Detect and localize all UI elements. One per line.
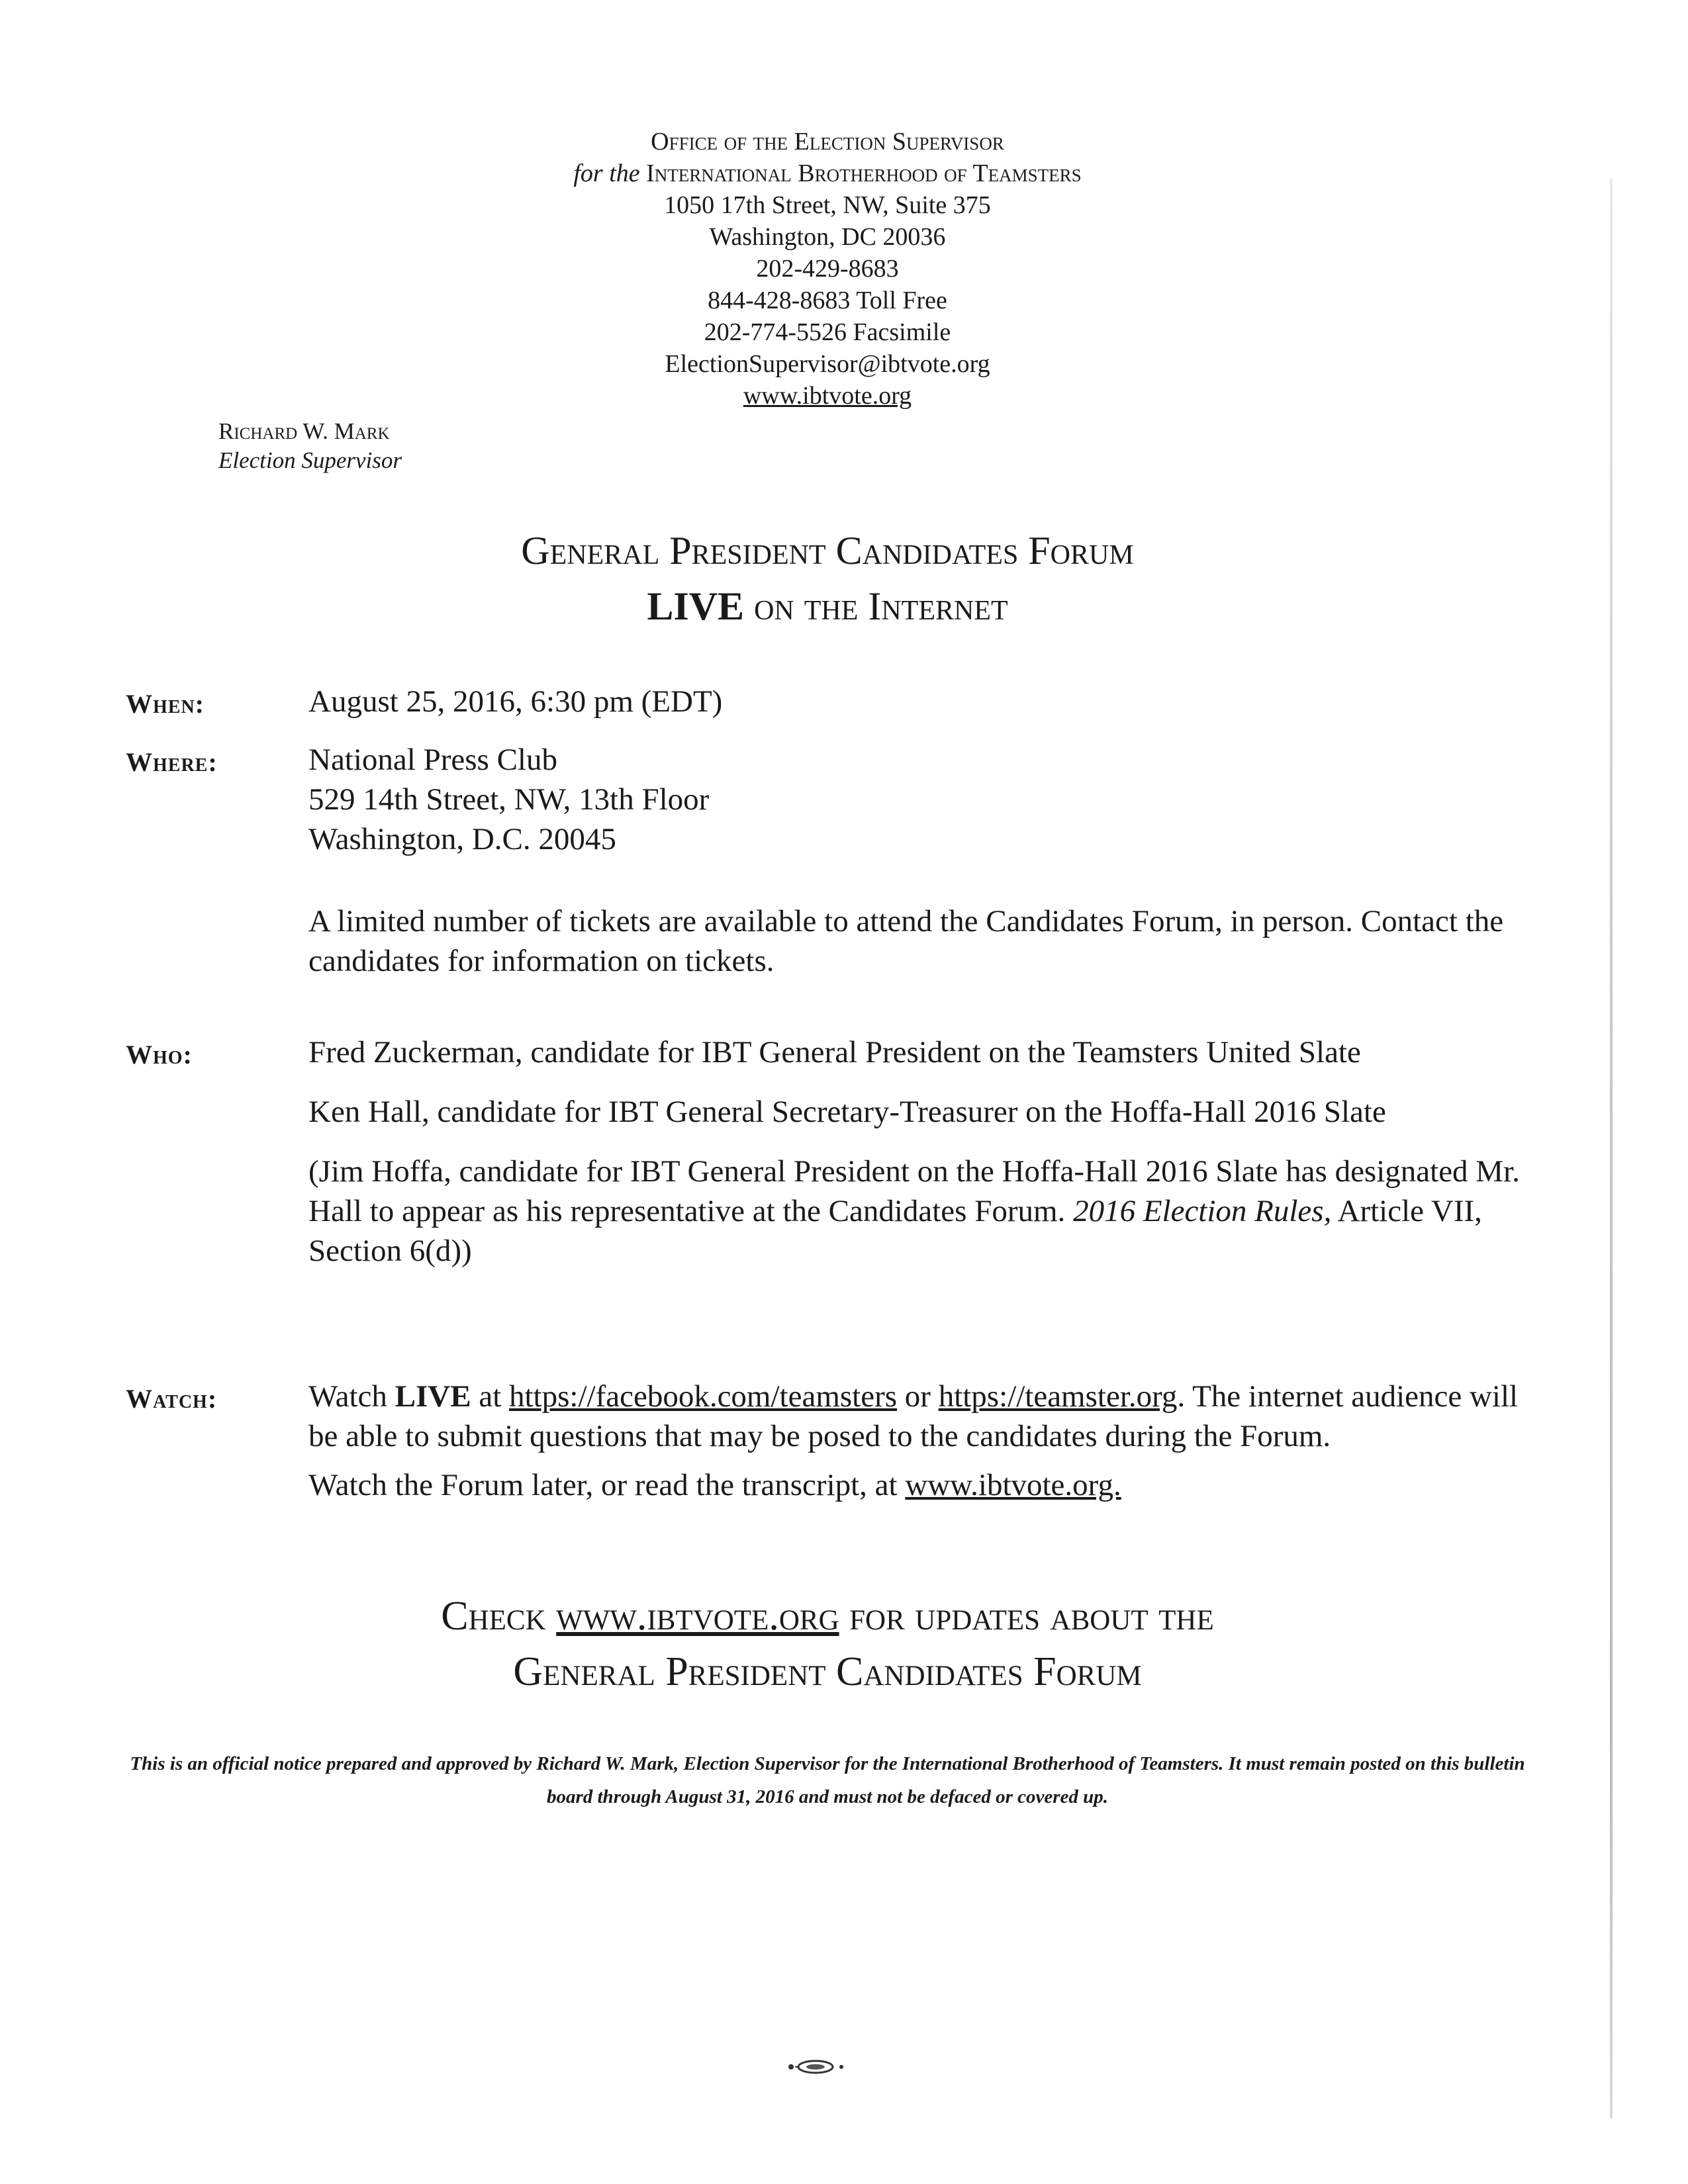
official-notice: This is an official notice prepared and approved by Richard W. Mark, Election Supervisor for the International Brotherhood of Teamsters. It must remain posted on this bulletin board through August 31, 2016 and must not be defaced or covered up. bbox=[130, 1753, 1525, 1807]
watch-live: LIVE bbox=[395, 1379, 471, 1414]
title-live: LIVE bbox=[647, 584, 745, 628]
candidate-1: Fred Zuckerman, candidate for IBT General President on the Teamsters United Slate bbox=[308, 1035, 1361, 1069]
supervisor-block bbox=[218, 417, 402, 475]
who-section bbox=[308, 1032, 1520, 1271]
title-line-2-rest: on the Internet bbox=[754, 584, 1008, 628]
tickets-note: A limited number of tickets are available to attend the Candidates Forum, in person. Contact the candidates for information on tickets. bbox=[308, 904, 1504, 978]
organization-line bbox=[0, 158, 1655, 189]
venue-city: Washington, D.C. 20045 bbox=[308, 822, 616, 856]
toll-free-number: 844-428-8683 Toll Free bbox=[708, 287, 947, 314]
fax-number: 202-774-5526 Facsimile bbox=[704, 318, 951, 346]
for-the-text: for the bbox=[573, 159, 640, 187]
office-name: Office of the Election Supervisor bbox=[651, 128, 1004, 156]
candidate-2: Ken Hall, candidate for IBT General Secretary-Treasurer on the Hoffa-Hall 2016 Slate bbox=[308, 1095, 1386, 1129]
banner-check: Check bbox=[441, 1594, 546, 1639]
when-section bbox=[308, 682, 1520, 721]
watch-prefix: Watch bbox=[308, 1379, 387, 1414]
banner-suffix: for updates about the bbox=[849, 1594, 1214, 1639]
when-label: When: bbox=[126, 689, 205, 719]
watch-section bbox=[308, 1377, 1520, 1505]
venue-name: National Press Club bbox=[308, 743, 557, 777]
teamster-link[interactable]: https://teamster.org bbox=[938, 1379, 1178, 1414]
check-updates-banner bbox=[0, 1588, 1655, 1700]
watch-live-paragraph bbox=[308, 1377, 1520, 1456]
address-line-2: Washington, DC 20036 bbox=[709, 223, 946, 251]
supervisor-name: Richard W. Mark bbox=[218, 418, 390, 444]
watch-later-paragraph bbox=[308, 1465, 1520, 1505]
address-line-1: 1050 17th Street, NW, Suite 375 bbox=[664, 191, 991, 219]
banner-link[interactable]: www.ibtvote.org bbox=[556, 1594, 839, 1639]
supervisor-title: Election Supervisor bbox=[218, 447, 402, 473]
email-address: ElectionSupervisor@ibtvote.org bbox=[665, 350, 990, 378]
designation-text: (Jim Hoffa, candidate for IBT General President on the Hoffa-Hall 2016 Slate has designated Mr. Hall to appear as his representative at the Candidates Forum. bbox=[308, 1154, 1520, 1228]
watch-after-links: . The internet audience will be able to submit questions that may be posed to the candidates during the Forum. bbox=[308, 1379, 1519, 1453]
facebook-link[interactable]: https://facebook.com/teamsters bbox=[509, 1379, 898, 1414]
website-link[interactable]: www.ibtvote.org bbox=[743, 382, 912, 410]
watch-later-prefix: Watch the Forum later, or read the transcript, at bbox=[308, 1468, 898, 1502]
watch-or: or bbox=[904, 1379, 931, 1414]
letterhead bbox=[0, 126, 1655, 412]
where-section bbox=[308, 740, 1520, 981]
transcript-link[interactable]: www.ibtvote.org. bbox=[905, 1468, 1121, 1502]
when-value: August 25, 2016, 6:30 pm (EDT) bbox=[308, 684, 723, 719]
phone-number: 202-429-8683 bbox=[756, 255, 899, 283]
organization-name: International Brotherhood of Teamsters bbox=[646, 159, 1082, 187]
watch-at: at bbox=[479, 1379, 502, 1414]
title-line-2 bbox=[0, 578, 1655, 634]
rules-section: Article VII, Section 6(d)) bbox=[308, 1194, 1482, 1268]
where-label: Where: bbox=[126, 747, 218, 777]
venue-street: 529 14th Street, NW, 13th Floor bbox=[308, 782, 710, 817]
designation-note bbox=[308, 1152, 1520, 1271]
banner-line-2: General President Candidates Forum bbox=[513, 1649, 1142, 1694]
rules-citation: 2016 Election Rules, bbox=[1073, 1194, 1332, 1228]
banner-line-1 bbox=[0, 1588, 1655, 1644]
scan-edge bbox=[1610, 179, 1613, 2118]
union-label-icon bbox=[784, 2057, 847, 2077]
title-line-1: General President Candidates Forum bbox=[521, 529, 1134, 572]
who-label: Who: bbox=[126, 1040, 193, 1069]
page-title bbox=[0, 523, 1655, 634]
watch-label: Watch: bbox=[126, 1384, 218, 1414]
